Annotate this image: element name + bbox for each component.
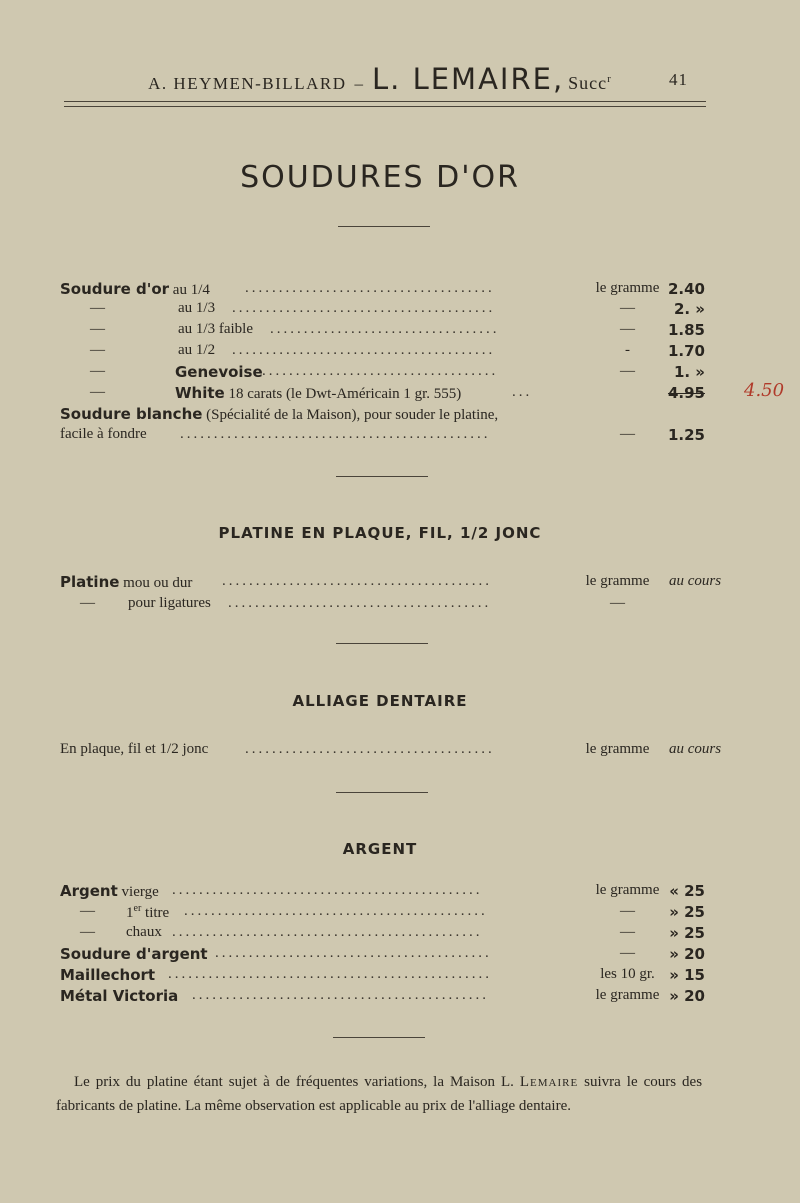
- price-row: — Genevoise ................................... — 1. »: [90, 363, 705, 381]
- price-row: — 1er titre ............................................. — » 25: [80, 903, 705, 921]
- price-row: Platine mou ou dur ........................................ le gramme au cours: [60, 573, 722, 591]
- price-row: — White 18 carats (le Dwt-Américain 1 gr. 555) ... 4.95 4.50: [90, 380, 785, 402]
- price-row: — au 1/3 ....................................... — 2. »: [90, 300, 705, 318]
- page-header: [60, 62, 700, 96]
- divider: [336, 792, 428, 793]
- divider: [338, 226, 430, 227]
- price-row: — au 1/3 faible .................................. — 1.85: [90, 321, 705, 339]
- footnote: Le prix du platine étant sujet à de fréquentes variations, la Maison L. Lemaire suivra le cours des fabricants de platine. La même observation est applicable au prix de l'alliage dentaire.: [56, 1074, 703, 1114]
- header-rule: [64, 101, 706, 107]
- price-row: Soudure d'or au 1/4 ..................................... le gramme 2.40: [60, 280, 705, 298]
- header-predecessor: A. HEYMEN-BILLARD: [148, 74, 347, 93]
- price-row: Soudure d'argent ......................................... — » 20: [60, 945, 705, 963]
- handwritten-price-correction: 4.50: [744, 380, 785, 401]
- page-title: SOUDURES D'OR: [240, 160, 520, 195]
- divider: [336, 476, 428, 477]
- price-row: En plaque, fil et 1/2 jonc ..................................... le gramme au cours: [60, 741, 722, 757]
- price-row: Métal Victoria ............................................ le gramme » 20: [60, 987, 705, 1005]
- price-row: Soudure blanche (Spécialité de la Maison), pour souder le platine,: [60, 405, 499, 423]
- section-heading-alliage: ALLIAGE DENTAIRE: [292, 692, 468, 710]
- price-row: Argent vierge .............................................. le gramme « 25: [60, 882, 705, 900]
- page-number: 41: [669, 70, 688, 89]
- price-row: Maillechort ................................................ les 10 gr. » 15: [60, 966, 705, 984]
- price-row: — au 1/2 ....................................... - 1.70: [90, 342, 705, 360]
- price-row: — pour ligatures ....................................... —: [80, 595, 625, 611]
- section-heading-platine: PLATINE EN PLAQUE, FIL, 1/2 JONC: [218, 524, 542, 542]
- divider: [336, 643, 428, 644]
- header-separator: –: [354, 74, 364, 93]
- section-heading-argent: ARGENT: [342, 840, 418, 858]
- header-successor: Succ$^r$: [568, 73, 612, 93]
- divider: [333, 1037, 425, 1038]
- price-row: — chaux .............................................. — » 25: [80, 924, 705, 942]
- header-company-name: L. LEMAIRE,: [371, 62, 565, 96]
- price-row: facile à fondre .............................................. — 1.25: [60, 426, 705, 444]
